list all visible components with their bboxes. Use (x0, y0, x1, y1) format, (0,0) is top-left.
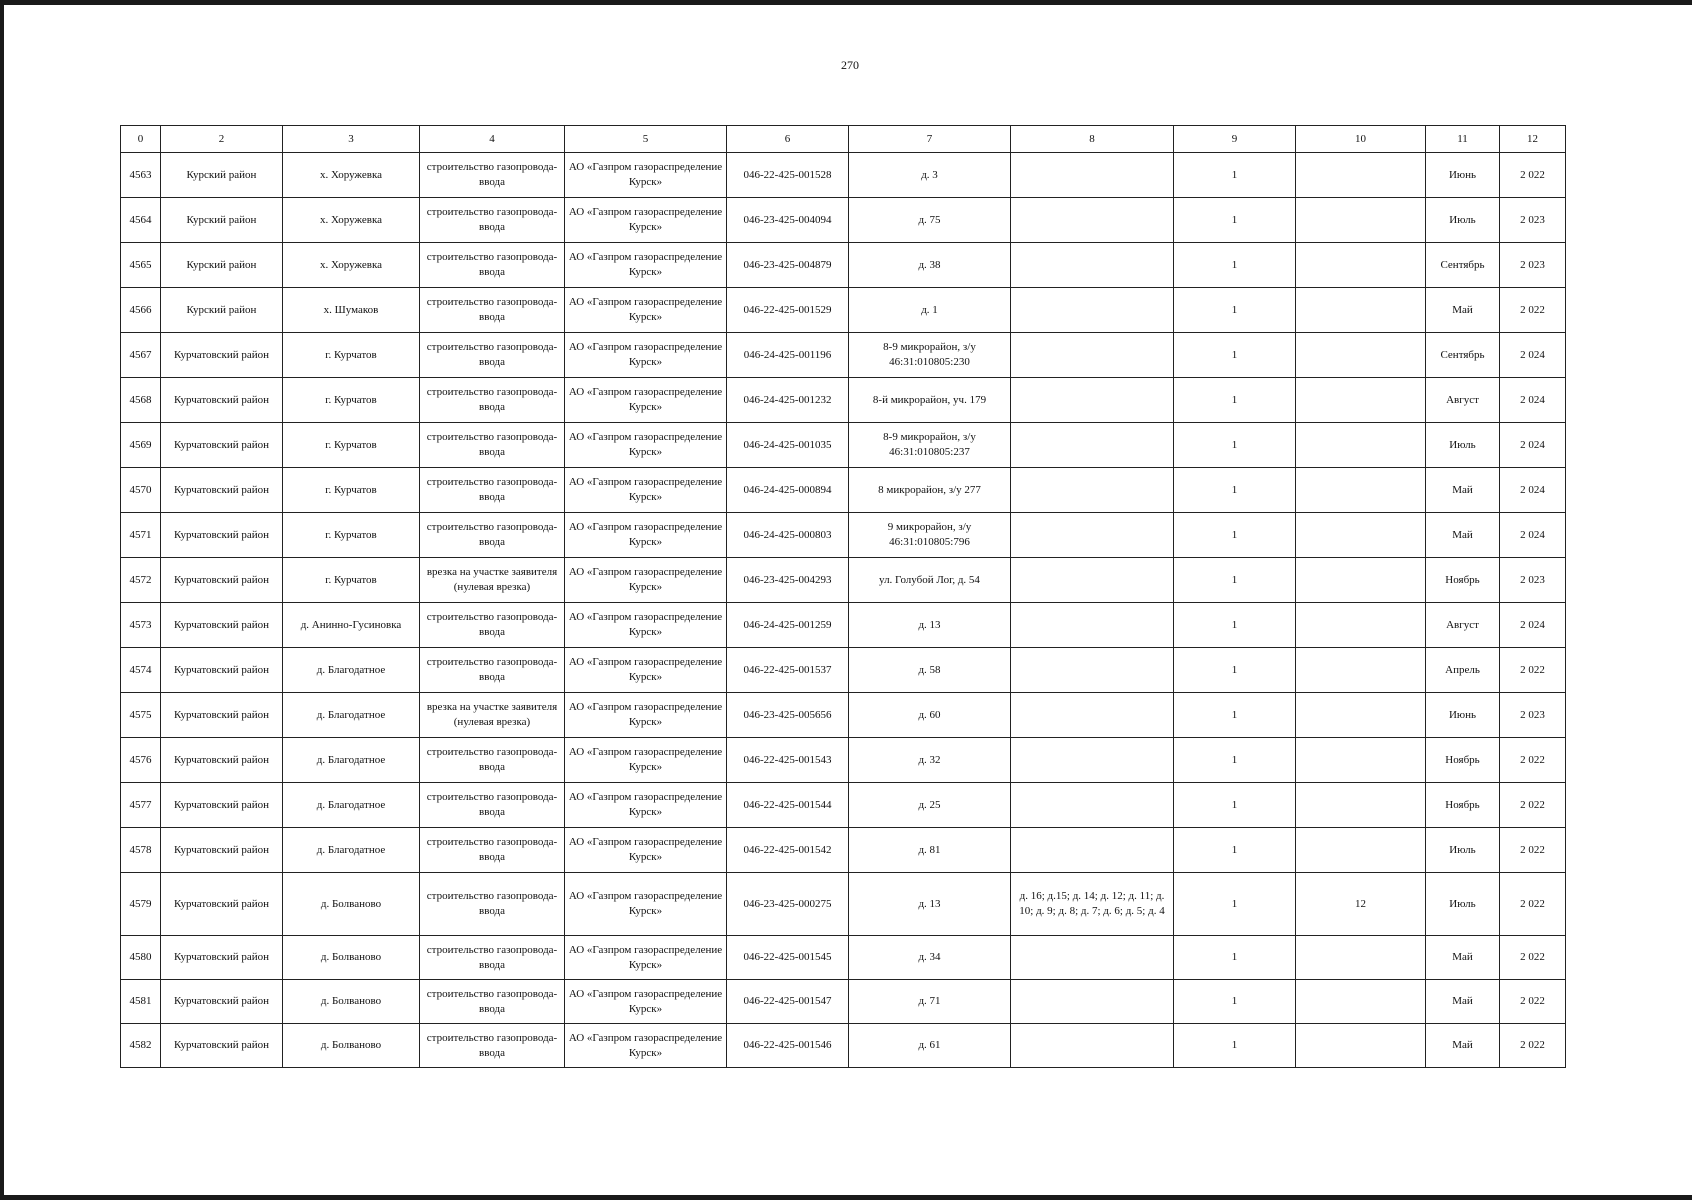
month-cell: Август (1426, 603, 1500, 648)
year-cell: 2 024 (1500, 468, 1566, 513)
request-number-cell: 046-23-425-000275 (727, 873, 849, 936)
work-type-cell: строительство газопровода-ввода (420, 783, 565, 828)
organization-cell: АО «Газпром газораспределение Курск» (565, 288, 727, 333)
additional-addresses-cell (1011, 198, 1174, 243)
organization-cell: АО «Газпром газораспределение Курск» (565, 980, 727, 1024)
table-row (121, 783, 1566, 828)
work-type-cell: строительство газопровода-ввода (420, 513, 565, 558)
table-row (121, 423, 1566, 468)
column-header: 8 (1011, 126, 1174, 153)
request-number-cell: 046-24-425-001259 (727, 603, 849, 648)
row-number-cell: 4563 (121, 153, 161, 198)
table-row (121, 243, 1566, 288)
additional-addresses-cell (1011, 288, 1174, 333)
request-number-cell: 046-22-425-001543 (727, 738, 849, 783)
column-header: 0 (121, 126, 161, 153)
request-number-cell: 046-22-425-001542 (727, 828, 849, 873)
organization-cell: АО «Газпром газораспределение Курск» (565, 423, 727, 468)
settlement-cell: г. Курчатов (283, 513, 420, 558)
organization-cell: АО «Газпром газораспределение Курск» (565, 198, 727, 243)
work-type-cell: строительство газопровода-ввода (420, 828, 565, 873)
district-cell: Курский район (161, 198, 283, 243)
address-cell: д. 34 (849, 936, 1011, 980)
extra-count-cell (1296, 153, 1426, 198)
header-row (121, 126, 1566, 153)
district-cell: Курчатовский район (161, 468, 283, 513)
settlement-cell: д. Благодатное (283, 648, 420, 693)
work-type-cell: строительство газопровода-ввода (420, 198, 565, 243)
month-cell: Май (1426, 1024, 1500, 1068)
work-type-cell: строительство газопровода-ввода (420, 243, 565, 288)
row-number-cell: 4569 (121, 423, 161, 468)
address-cell: д. 60 (849, 693, 1011, 738)
count-cell: 1 (1174, 378, 1296, 423)
table-row (121, 738, 1566, 783)
table-row (121, 198, 1566, 243)
district-cell: Курчатовский район (161, 513, 283, 558)
additional-addresses-cell (1011, 738, 1174, 783)
request-number-cell: 046-24-425-000894 (727, 468, 849, 513)
request-number-cell: 046-22-425-001528 (727, 153, 849, 198)
month-cell: Ноябрь (1426, 738, 1500, 783)
count-cell: 1 (1174, 513, 1296, 558)
extra-count-cell (1296, 288, 1426, 333)
month-cell: Июнь (1426, 153, 1500, 198)
address-cell: 8-9 микрорайон, з/у 46:31:010805:230 (849, 333, 1011, 378)
count-cell: 1 (1174, 738, 1296, 783)
organization-cell: АО «Газпром газораспределение Курск» (565, 153, 727, 198)
extra-count-cell (1296, 243, 1426, 288)
additional-addresses-cell (1011, 693, 1174, 738)
address-cell: д. 25 (849, 783, 1011, 828)
district-cell: Курчатовский район (161, 873, 283, 936)
row-number-cell: 4566 (121, 288, 161, 333)
table-row (121, 693, 1566, 738)
extra-count-cell (1296, 378, 1426, 423)
organization-cell: АО «Газпром газораспределение Курск» (565, 738, 727, 783)
additional-addresses-cell (1011, 558, 1174, 603)
count-cell: 1 (1174, 288, 1296, 333)
year-cell: 2 022 (1500, 153, 1566, 198)
month-cell: Июль (1426, 873, 1500, 936)
address-cell: 9 микрорайон, з/у 46:31:010805:796 (849, 513, 1011, 558)
district-cell: Курчатовский район (161, 603, 283, 648)
settlement-cell: г. Курчатов (283, 423, 420, 468)
count-cell: 1 (1174, 693, 1296, 738)
month-cell: Ноябрь (1426, 783, 1500, 828)
organization-cell: АО «Газпром газораспределение Курск» (565, 873, 727, 936)
organization-cell: АО «Газпром газораспределение Курск» (565, 648, 727, 693)
request-number-cell: 046-22-425-001544 (727, 783, 849, 828)
work-type-cell: строительство газопровода-ввода (420, 936, 565, 980)
additional-addresses-cell (1011, 243, 1174, 288)
work-type-cell: строительство газопровода-ввода (420, 378, 565, 423)
additional-addresses-cell (1011, 1024, 1174, 1068)
request-number-cell: 046-23-425-004879 (727, 243, 849, 288)
request-number-cell: 046-23-425-004293 (727, 558, 849, 603)
extra-count-cell (1296, 783, 1426, 828)
settlement-cell: д. Благодатное (283, 783, 420, 828)
count-cell: 1 (1174, 936, 1296, 980)
extra-count-cell (1296, 558, 1426, 603)
address-cell: д. 61 (849, 1024, 1011, 1068)
request-number-cell: 046-22-425-001546 (727, 1024, 849, 1068)
settlement-cell: д. Анинно-Гусиновка (283, 603, 420, 648)
data-table (120, 125, 1566, 1068)
table-row (121, 288, 1566, 333)
district-cell: Курчатовский район (161, 1024, 283, 1068)
month-cell: Май (1426, 980, 1500, 1024)
settlement-cell: г. Курчатов (283, 558, 420, 603)
count-cell: 1 (1174, 333, 1296, 378)
organization-cell: АО «Газпром газораспределение Курск» (565, 1024, 727, 1068)
work-type-cell: строительство газопровода-ввода (420, 468, 565, 513)
address-cell: д. 38 (849, 243, 1011, 288)
extra-count-cell (1296, 693, 1426, 738)
page-number: 270 (841, 58, 859, 72)
request-number-cell: 046-22-425-001547 (727, 980, 849, 1024)
settlement-cell: х. Шумаков (283, 288, 420, 333)
month-cell: Май (1426, 468, 1500, 513)
district-cell: Курский район (161, 243, 283, 288)
address-cell: д. 1 (849, 288, 1011, 333)
additional-addresses-cell (1011, 936, 1174, 980)
additional-addresses-cell (1011, 153, 1174, 198)
work-type-cell: строительство газопровода-ввода (420, 980, 565, 1024)
column-header: 5 (565, 126, 727, 153)
work-type-cell: строительство газопровода-ввода (420, 648, 565, 693)
column-header: 2 (161, 126, 283, 153)
count-cell: 1 (1174, 783, 1296, 828)
row-number-cell: 4578 (121, 828, 161, 873)
year-cell: 2 024 (1500, 603, 1566, 648)
work-type-cell: строительство газопровода-ввода (420, 153, 565, 198)
extra-count-cell (1296, 738, 1426, 783)
work-type-cell: строительство газопровода-ввода (420, 1024, 565, 1068)
row-number-cell: 4573 (121, 603, 161, 648)
table-row (121, 333, 1566, 378)
month-cell: Июнь (1426, 693, 1500, 738)
address-cell: д. 13 (849, 603, 1011, 648)
year-cell: 2 022 (1500, 648, 1566, 693)
column-header: 7 (849, 126, 1011, 153)
organization-cell: АО «Газпром газораспределение Курск» (565, 333, 727, 378)
extra-count-cell (1296, 828, 1426, 873)
row-number-cell: 4564 (121, 198, 161, 243)
extra-count-cell (1296, 423, 1426, 468)
district-cell: Курчатовский район (161, 333, 283, 378)
additional-addresses-cell: д. 16; д.15; д. 14; д. 12; д. 11; д. 10; д. 9; д. 8; д. 7; д. 6; д. 5; д. 4 (1011, 873, 1174, 936)
month-cell: Ноябрь (1426, 558, 1500, 603)
address-cell: д. 13 (849, 873, 1011, 936)
month-cell: Август (1426, 378, 1500, 423)
year-cell: 2 022 (1500, 738, 1566, 783)
row-number-cell: 4580 (121, 936, 161, 980)
organization-cell: АО «Газпром газораспределение Курск» (565, 378, 727, 423)
work-type-cell: строительство газопровода-ввода (420, 333, 565, 378)
count-cell: 1 (1174, 243, 1296, 288)
month-cell: Июль (1426, 423, 1500, 468)
year-cell: 2 022 (1500, 288, 1566, 333)
work-type-cell: врезка на участке заявителя (нулевая врезка) (420, 693, 565, 738)
year-cell: 2 022 (1500, 936, 1566, 980)
address-cell: 8-й микрорайон, уч. 179 (849, 378, 1011, 423)
column-header: 10 (1296, 126, 1426, 153)
count-cell: 1 (1174, 153, 1296, 198)
year-cell: 2 023 (1500, 198, 1566, 243)
settlement-cell: х. Хоружевка (283, 153, 420, 198)
district-cell: Курчатовский район (161, 783, 283, 828)
column-header: 4 (420, 126, 565, 153)
request-number-cell: 046-24-425-001196 (727, 333, 849, 378)
address-cell: д. 71 (849, 980, 1011, 1024)
month-cell: Май (1426, 936, 1500, 980)
request-number-cell: 046-22-425-001537 (727, 648, 849, 693)
additional-addresses-cell (1011, 603, 1174, 648)
count-cell: 1 (1174, 558, 1296, 603)
count-cell: 1 (1174, 648, 1296, 693)
table-row (121, 980, 1566, 1024)
district-cell: Курчатовский район (161, 648, 283, 693)
additional-addresses-cell (1011, 468, 1174, 513)
table-row (121, 873, 1566, 936)
request-number-cell: 046-24-425-001232 (727, 378, 849, 423)
organization-cell: АО «Газпром газораспределение Курск» (565, 936, 727, 980)
year-cell: 2 023 (1500, 243, 1566, 288)
district-cell: Курчатовский район (161, 738, 283, 783)
district-cell: Курчатовский район (161, 558, 283, 603)
organization-cell: АО «Газпром газораспределение Курск» (565, 828, 727, 873)
table-row (121, 513, 1566, 558)
extra-count-cell (1296, 198, 1426, 243)
year-cell: 2 024 (1500, 513, 1566, 558)
organization-cell: АО «Газпром газораспределение Курск» (565, 243, 727, 288)
extra-count-cell (1296, 603, 1426, 648)
year-cell: 2 024 (1500, 423, 1566, 468)
organization-cell: АО «Газпром газораспределение Курск» (565, 513, 727, 558)
year-cell: 2 022 (1500, 783, 1566, 828)
table-row (121, 1024, 1566, 1068)
year-cell: 2 024 (1500, 378, 1566, 423)
work-type-cell: строительство газопровода-ввода (420, 288, 565, 333)
address-cell: д. 32 (849, 738, 1011, 783)
count-cell: 1 (1174, 468, 1296, 513)
settlement-cell: х. Хоружевка (283, 198, 420, 243)
settlement-cell: д. Благодатное (283, 693, 420, 738)
settlement-cell: д. Благодатное (283, 828, 420, 873)
column-header: 9 (1174, 126, 1296, 153)
district-cell: Курчатовский район (161, 828, 283, 873)
extra-count-cell (1296, 936, 1426, 980)
address-cell: д. 3 (849, 153, 1011, 198)
address-cell: д. 58 (849, 648, 1011, 693)
table-row (121, 468, 1566, 513)
work-type-cell: строительство газопровода-ввода (420, 738, 565, 783)
organization-cell: АО «Газпром газораспределение Курск» (565, 468, 727, 513)
column-header: 11 (1426, 126, 1500, 153)
row-number-cell: 4570 (121, 468, 161, 513)
year-cell: 2 023 (1500, 693, 1566, 738)
additional-addresses-cell (1011, 513, 1174, 558)
additional-addresses-cell (1011, 333, 1174, 378)
column-header: 3 (283, 126, 420, 153)
district-cell: Курчатовский район (161, 693, 283, 738)
table-row (121, 153, 1566, 198)
row-number-cell: 4567 (121, 333, 161, 378)
scan-border-top (0, 0, 1692, 5)
address-cell: 8-9 микрорайон, з/у 46:31:010805:237 (849, 423, 1011, 468)
request-number-cell: 046-24-425-000803 (727, 513, 849, 558)
additional-addresses-cell (1011, 828, 1174, 873)
extra-count-cell (1296, 333, 1426, 378)
row-number-cell: 4576 (121, 738, 161, 783)
work-type-cell: строительство газопровода-ввода (420, 603, 565, 648)
row-number-cell: 4568 (121, 378, 161, 423)
row-number-cell: 4574 (121, 648, 161, 693)
organization-cell: АО «Газпром газораспределение Курск» (565, 693, 727, 738)
address-cell: д. 81 (849, 828, 1011, 873)
year-cell: 2 023 (1500, 558, 1566, 603)
settlement-cell: г. Курчатов (283, 468, 420, 513)
year-cell: 2 024 (1500, 333, 1566, 378)
count-cell: 1 (1174, 1024, 1296, 1068)
request-number-cell: 046-22-425-001529 (727, 288, 849, 333)
month-cell: Май (1426, 513, 1500, 558)
year-cell: 2 022 (1500, 1024, 1566, 1068)
table-row (121, 828, 1566, 873)
extra-count-cell (1296, 648, 1426, 693)
month-cell: Июль (1426, 828, 1500, 873)
count-cell: 1 (1174, 828, 1296, 873)
table-row (121, 603, 1566, 648)
month-cell: Июль (1426, 198, 1500, 243)
settlement-cell: х. Хоружевка (283, 243, 420, 288)
district-cell: Курский район (161, 153, 283, 198)
additional-addresses-cell (1011, 648, 1174, 693)
request-number-cell: 046-23-425-004094 (727, 198, 849, 243)
district-cell: Курчатовский район (161, 423, 283, 468)
month-cell: Сентябрь (1426, 333, 1500, 378)
column-header: 6 (727, 126, 849, 153)
table-row (121, 558, 1566, 603)
extra-count-cell: 12 (1296, 873, 1426, 936)
request-number-cell: 046-24-425-001035 (727, 423, 849, 468)
month-cell: Апрель (1426, 648, 1500, 693)
row-number-cell: 4577 (121, 783, 161, 828)
row-number-cell: 4575 (121, 693, 161, 738)
month-cell: Май (1426, 288, 1500, 333)
district-cell: Курский район (161, 288, 283, 333)
extra-count-cell (1296, 513, 1426, 558)
row-number-cell: 4571 (121, 513, 161, 558)
year-cell: 2 022 (1500, 828, 1566, 873)
year-cell: 2 022 (1500, 873, 1566, 936)
count-cell: 1 (1174, 980, 1296, 1024)
count-cell: 1 (1174, 198, 1296, 243)
column-header: 12 (1500, 126, 1566, 153)
table-row (121, 648, 1566, 693)
additional-addresses-cell (1011, 980, 1174, 1024)
settlement-cell: г. Курчатов (283, 333, 420, 378)
extra-count-cell (1296, 980, 1426, 1024)
scan-border-bottom (0, 1195, 1692, 1200)
count-cell: 1 (1174, 873, 1296, 936)
organization-cell: АО «Газпром газораспределение Курск» (565, 783, 727, 828)
settlement-cell: д. Болваново (283, 980, 420, 1024)
additional-addresses-cell (1011, 423, 1174, 468)
extra-count-cell (1296, 468, 1426, 513)
settlement-cell: г. Курчатов (283, 378, 420, 423)
additional-addresses-cell (1011, 378, 1174, 423)
additional-addresses-cell (1011, 783, 1174, 828)
scan-border-left (0, 0, 4, 1200)
settlement-cell: д. Благодатное (283, 738, 420, 783)
address-cell: ул. Голубой Лог, д. 54 (849, 558, 1011, 603)
row-number-cell: 4581 (121, 980, 161, 1024)
row-number-cell: 4565 (121, 243, 161, 288)
table-row (121, 378, 1566, 423)
row-number-cell: 4579 (121, 873, 161, 936)
count-cell: 1 (1174, 603, 1296, 648)
organization-cell: АО «Газпром газораспределение Курск» (565, 558, 727, 603)
row-number-cell: 4582 (121, 1024, 161, 1068)
settlement-cell: д. Болваново (283, 936, 420, 980)
count-cell: 1 (1174, 423, 1296, 468)
settlement-cell: д. Болваново (283, 873, 420, 936)
work-type-cell: строительство газопровода-ввода (420, 873, 565, 936)
address-cell: д. 75 (849, 198, 1011, 243)
settlement-cell: д. Болваново (283, 1024, 420, 1068)
organization-cell: АО «Газпром газораспределение Курск» (565, 603, 727, 648)
address-cell: 8 микрорайон, з/у 277 (849, 468, 1011, 513)
request-number-cell: 046-23-425-005656 (727, 693, 849, 738)
work-type-cell: строительство газопровода-ввода (420, 423, 565, 468)
table-row (121, 936, 1566, 980)
request-number-cell: 046-22-425-001545 (727, 936, 849, 980)
year-cell: 2 022 (1500, 980, 1566, 1024)
month-cell: Сентябрь (1426, 243, 1500, 288)
extra-count-cell (1296, 1024, 1426, 1068)
district-cell: Курчатовский район (161, 378, 283, 423)
work-type-cell: врезка на участке заявителя (нулевая врезка) (420, 558, 565, 603)
district-cell: Курчатовский район (161, 936, 283, 980)
district-cell: Курчатовский район (161, 980, 283, 1024)
row-number-cell: 4572 (121, 558, 161, 603)
